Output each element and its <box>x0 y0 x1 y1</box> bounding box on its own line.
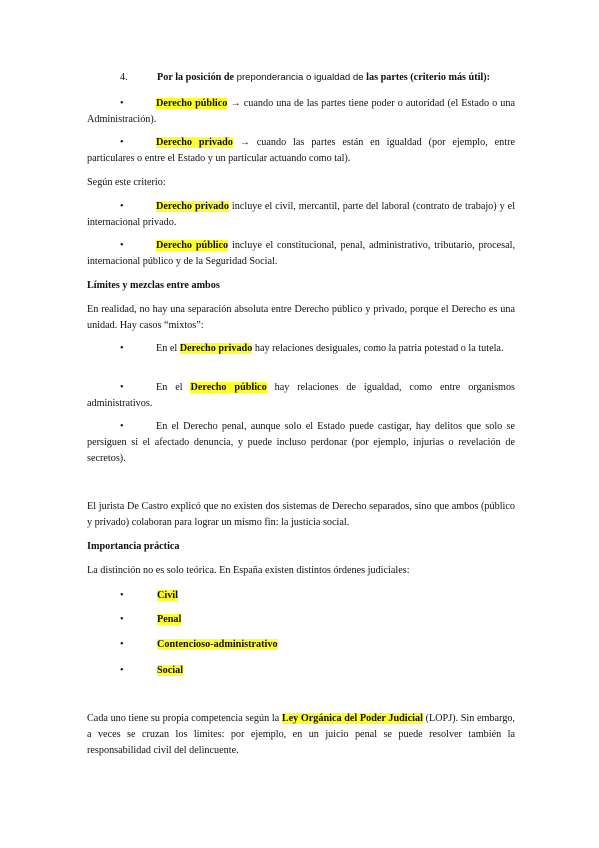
list-item-text: hay relaciones de igualdad, como entre organismos administrativos. <box>87 382 516 409</box>
order-civil: Civil <box>157 590 178 601</box>
paragraph: La distinción no es solo teórica. En España existen distintos órdenes judiciales: <box>87 565 410 576</box>
final-post: (LOPJ). Sin embargo, a veces se cruzan los límites: por ejemplo, en un juicio penal se puede resolver también la responsabilidad civil del delincuente. <box>87 713 515 756</box>
bullet: • <box>120 590 124 601</box>
bullet: • <box>120 614 124 625</box>
list-item-text: En el Derecho penal, aunque solo el Estado puede castigar, hay delitos que solo se persiguen si el afectado denuncia, y puede incluso perdonar (por ejemplo, injurias o revelación de secretos). <box>87 421 515 464</box>
paragraph-final <box>87 711 515 759</box>
highlight-term: Derecho privado <box>156 201 229 212</box>
criterion-title-b: preponderancia o igualdad de <box>236 72 364 83</box>
highlight-term: Derecho público <box>156 240 229 251</box>
list-item-pre: En el <box>156 343 178 354</box>
list-item <box>87 96 515 128</box>
bullet: • <box>120 639 124 650</box>
list-item-pre: En el <box>156 382 183 393</box>
paragraph: En realidad, no hay una separación absoluta entre Derecho público y privado, porque el Derecho es una unidad. Hay casos “mixtos”: <box>87 304 515 331</box>
criterion-title-c: las partes (criterio más útil): <box>366 72 491 83</box>
paragraph: El jurista De Castro explicó que no existen dos sistemas de Derecho separados, sino que ambos (público y privado) colaboran para lograr un mismo fin: la justicia social. <box>87 501 515 528</box>
order-social: Social <box>157 665 184 676</box>
list-item <box>87 199 515 231</box>
list-item <box>87 341 515 357</box>
paragraph: Según este criterio: <box>87 177 166 188</box>
bullet: • <box>120 98 124 109</box>
order-penal: Penal <box>157 614 182 625</box>
highlight-term: Ley Orgánica del Poder Judicial <box>281 713 423 724</box>
highlight-term: Derecho privado <box>156 137 233 148</box>
bullet: • <box>120 201 124 212</box>
criterion-heading <box>120 70 550 86</box>
highlight-term: Derecho privado <box>179 343 253 354</box>
list-item-text: → cuando las partes están en igualdad (por ejemplo, entre particulares o entre el Estado y un particular actuando como tal). <box>87 137 515 164</box>
list-item <box>120 637 278 653</box>
list-item-text: hay relaciones desiguales, como la patria potestad o la tutela. <box>254 343 504 354</box>
highlight-term: Derecho público <box>190 382 267 393</box>
list-item <box>87 380 515 412</box>
criterion-number: 4. <box>120 72 128 83</box>
bullet: • <box>120 343 124 354</box>
list-item-text: → cuando una de las partes tiene poder o autoridad (el Estado o una Administración). <box>87 98 516 125</box>
list-item <box>87 238 515 270</box>
bullet: • <box>120 382 124 393</box>
list-item <box>120 612 181 628</box>
list-item-text: incluye el constitucional, penal, administrativo, tributario, procesal, internacional público y de la Seguridad Social. <box>87 240 515 267</box>
list-item <box>87 419 515 467</box>
section-heading-importance: Importancia práctica <box>87 541 180 552</box>
section-heading-limits: Límites y mezclas entre ambos <box>87 280 220 291</box>
final-pre: Cada uno tiene su propia competencia según la <box>87 713 280 724</box>
order-contencioso: Contencioso-administrativo <box>157 639 278 650</box>
bullet: • <box>120 421 124 432</box>
criterion-title-a: Por la posición de <box>157 72 235 83</box>
list-item <box>87 135 515 167</box>
bullet: • <box>120 665 124 676</box>
highlight-term: Derecho público <box>156 98 228 109</box>
list-item-text: incluye el civil, mercantil, parte del laboral (contrato de trabajo) y el internacional privado. <box>87 201 516 228</box>
bullet: • <box>120 240 124 251</box>
list-item <box>120 663 183 679</box>
bullet: • <box>120 137 124 148</box>
list-item <box>120 588 178 604</box>
